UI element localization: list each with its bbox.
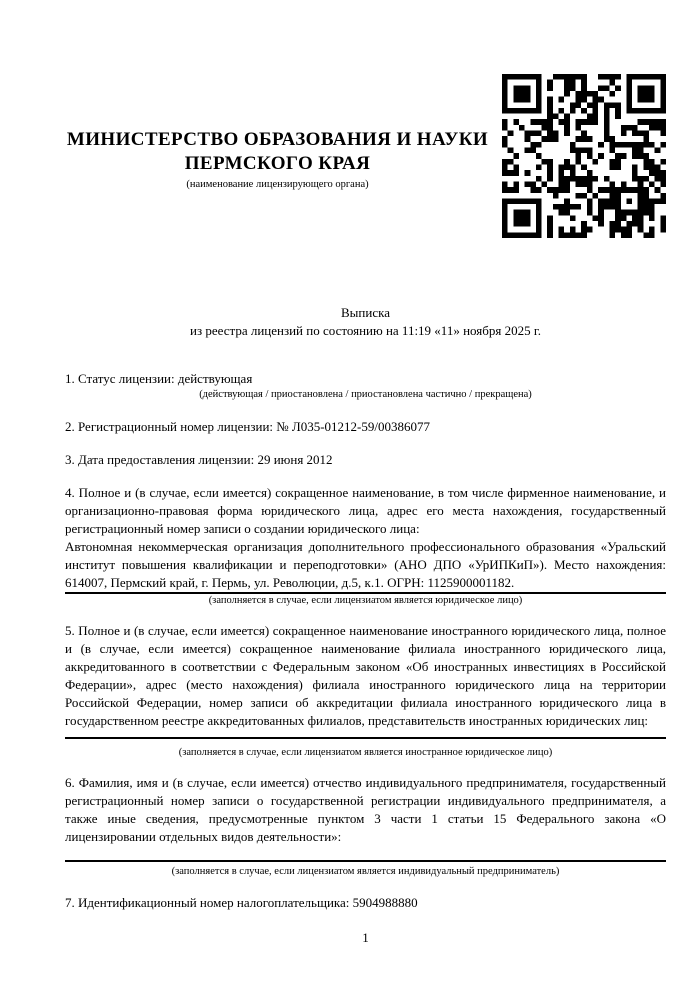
page-number: 1: [362, 930, 369, 945]
document-title-line1: Выписка: [341, 305, 390, 320]
field-license-status: 1. Статус лицензии: действующая: [65, 371, 253, 386]
field-legal-entity-value: Автономная некоммерческая организация дополнительного профессионального образования «Уральский институт повышения квалификации и переподготовки» (АНО ДПО «УрИПКиП»). Место нахождения: 614007, Пермский край, г. Пермь, ул. Революции, д.5, к.1. ОГРН: 1125900001182.: [65, 538, 666, 594]
ministry-caption: (наименование лицензирующего органа): [186, 179, 369, 190]
field-individual-entrepreneur-blank-line: [65, 846, 666, 862]
field-foreign-entity-caption: (заполняется в случае, если лицензиатом является иностранное юридическое лицо): [178, 747, 553, 758]
field-grant-date: 3. Дата предоставления лицензии: 29 июня 2012: [65, 452, 333, 467]
qr-code-image: [502, 74, 666, 238]
field-legal-entity-text: 4. Полное и (в случае, если имеется) сокращенное наименование, в том числе фирменное наименование, и организационно-правовая форма юридического лица, адрес его места нахождения, государственный регистрационный номер записи о создании юридического лица:: [65, 485, 666, 536]
field-individual-entrepreneur-text: 6. Фамилия, имя и (в случае, если имеется) отчество индивидуального предпринимателя, государственный регистрационный номер записи о государственной регистрации индивидуального предпринимателя, а также иные сведения, предусмотренные пунктом 3 части 1 статьи 15 Федерального закона «О лицензировании отдельных видов деятельности»:: [65, 775, 666, 844]
licensing-authority-block: [65, 128, 490, 192]
page-content: [65, 0, 666, 947]
document-title-line2: из реестра лицензий по состоянию на 11:19 «11» ноября 2025 г.: [190, 323, 541, 338]
field-taxpayer-number: 7. Идентификационный номер налогоплательщика: 5904988880: [65, 895, 418, 910]
field-individual-entrepreneur-caption: (заполняется в случае, если лицензиатом является индивидуальный предприниматель): [171, 866, 560, 877]
ministry-name-line1: МИНИСТЕРСТВО ОБРАЗОВАНИЯ И НАУКИ: [66, 129, 489, 150]
field-license-status-caption: (действующая / приостановлена / приостановлена частично / прекращена): [199, 389, 532, 400]
document-title: [65, 304, 666, 340]
ministry-name-line2: ПЕРМСКОГО КРАЯ: [184, 153, 371, 174]
field-registration-number: 2. Регистрационный номер лицензии: № Л035-01212-59/00386077: [65, 419, 431, 434]
qr-code: [502, 74, 666, 238]
field-legal-entity-caption: (заполняется в случае, если лицензиатом является юридическое лицо): [208, 595, 523, 606]
field-foreign-entity-blank-line: [65, 730, 666, 739]
field-foreign-entity-text: 5. Полное и (в случае, если имеется) сокращенное наименование иностранного юридического лица, полное и (в случае, если имеется) сокращенное наименование филиала иностранного юридического лица, аккредитованного в соответствии с Федеральным законом «Об иностранных инвестициях в Российской Федерации», адрес (место нахождения) филиала иностранного юридического лица на территории Российской Федерации, номер записи об аккредитации филиала иностранного юридического лица в государственном реестре аккредитованных филиалов, представительств иностранных юридических лиц:: [65, 623, 666, 728]
document-header: [65, 0, 666, 240]
